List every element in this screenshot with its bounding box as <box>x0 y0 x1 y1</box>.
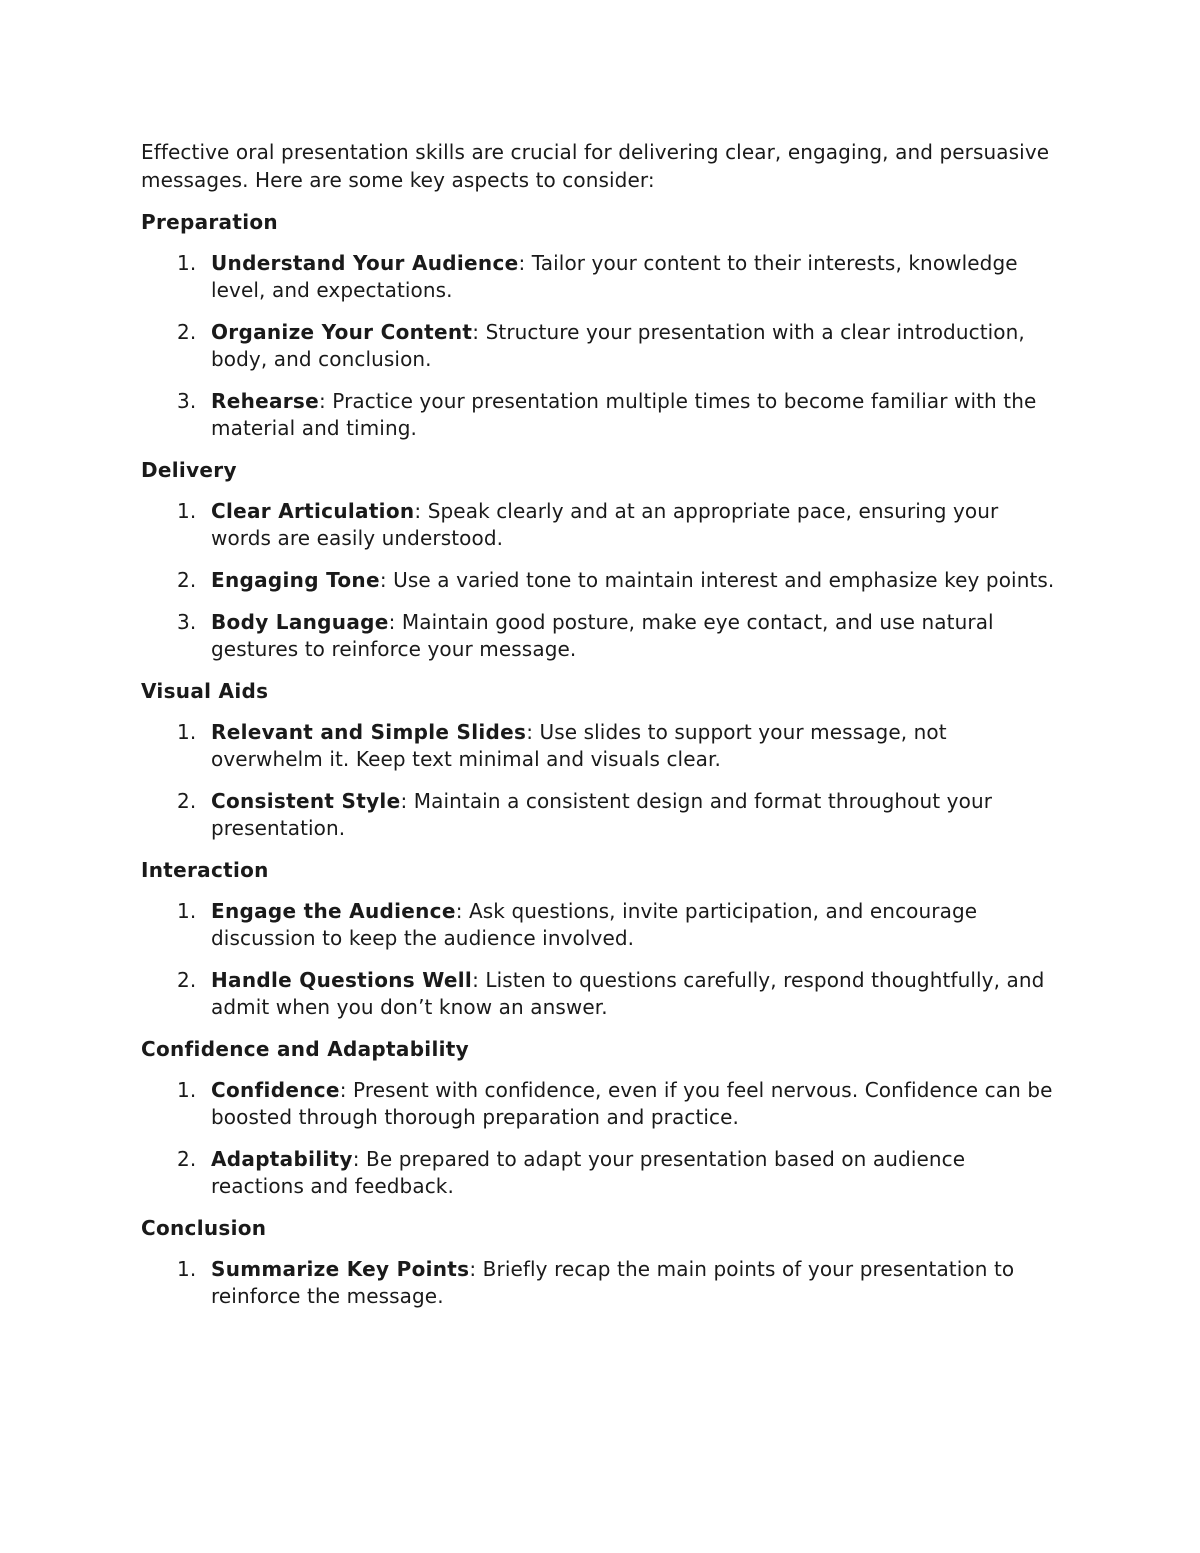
list-item-description: : Listen to questions carefully, respond thoughtfully, and admit when you don’t know an answer. <box>211 968 1045 1019</box>
section-heading: Interaction <box>141 858 269 882</box>
list-item-number: 3. <box>177 610 197 634</box>
list-item-number: 2. <box>177 320 197 344</box>
section-heading: Delivery <box>141 458 237 482</box>
list-item <box>141 609 1061 663</box>
list-item-term: Organize Your Content <box>211 320 473 344</box>
list-item-description: : Briefly recap the main points of your presentation to reinforce the message. <box>211 1257 1015 1308</box>
list-item-number: 1. <box>177 1257 197 1281</box>
intro-paragraph: Effective oral presentation skills are crucial for delivering clear, engaging, and persuasive messages. Here are some key aspects to consider: <box>141 140 1050 192</box>
list-item-number: 2. <box>177 568 197 592</box>
list-item-term: Understand Your Audience <box>211 251 519 275</box>
numbered-list <box>141 898 1061 1021</box>
list-item <box>141 898 1061 952</box>
list-item <box>141 1146 1061 1200</box>
section-heading: Conclusion <box>141 1216 267 1240</box>
list-item-number: 1. <box>177 251 197 275</box>
list-item <box>141 250 1061 304</box>
section-heading: Confidence and Adaptability <box>141 1037 469 1061</box>
list-item-number: 2. <box>177 1147 197 1171</box>
numbered-list <box>141 1256 1061 1310</box>
list-item <box>141 388 1061 442</box>
list-item-description: : Practice your presentation multiple times to become familiar with the material and timing. <box>211 389 1037 440</box>
section-heading: Preparation <box>141 210 278 234</box>
list-item-number: 1. <box>177 1078 197 1102</box>
list-item-term: Consistent Style <box>211 789 401 813</box>
list-item-term: Relevant and Simple Slides <box>211 720 527 744</box>
list-item-description: : Be prepared to adapt your presentation based on audience reactions and feedback. <box>211 1147 966 1198</box>
list-item-number: 2. <box>177 789 197 813</box>
list-item <box>141 1256 1061 1310</box>
list-item-term: Engage the Audience <box>211 899 456 923</box>
list-item-description: : Present with confidence, even if you feel nervous. Confidence can be boosted through thorough preparation and practice. <box>211 1078 1053 1129</box>
list-item-number: 1. <box>177 499 197 523</box>
list-item <box>141 567 1061 594</box>
list-item-description: : Structure your presentation with a clear introduction, body, and conclusion. <box>211 320 1025 371</box>
list-item-description: : Maintain good posture, make eye contact, and use natural gestures to reinforce your message. <box>211 610 994 661</box>
numbered-list <box>141 498 1061 663</box>
numbered-list <box>141 719 1061 842</box>
list-item <box>141 719 1061 773</box>
list-item-term: Clear Articulation <box>211 499 415 523</box>
list-item <box>141 967 1061 1021</box>
document-page <box>141 138 1061 1310</box>
sections-container <box>141 208 1061 1310</box>
list-item <box>141 498 1061 552</box>
list-item-number: 2. <box>177 968 197 992</box>
list-item-term: Engaging Tone <box>211 568 380 592</box>
section-heading: Visual Aids <box>141 679 269 703</box>
list-item-number: 1. <box>177 899 197 923</box>
list-item-description: : Speak clearly and at an appropriate pace, ensuring your words are easily understood. <box>211 499 999 550</box>
list-item-number: 3. <box>177 389 197 413</box>
list-item-term: Handle Questions Well <box>211 968 473 992</box>
list-item-term: Body Language <box>211 610 389 634</box>
list-item-term: Confidence <box>211 1078 340 1102</box>
list-item-description: : Use slides to support your message, not overwhelm it. Keep text minimal and visuals clear. <box>211 720 947 771</box>
list-item-term: Summarize Key Points <box>211 1257 470 1281</box>
list-item <box>141 788 1061 842</box>
list-item-number: 1. <box>177 720 197 744</box>
list-item <box>141 1077 1061 1131</box>
list-item-term: Adaptability <box>211 1147 353 1171</box>
list-item-description: : Maintain a consistent design and format throughout your presentation. <box>211 789 993 840</box>
list-item-description: : Use a varied tone to maintain interest and emphasize key points. <box>379 568 1055 592</box>
numbered-list <box>141 250 1061 442</box>
list-item-description: : Tailor your content to their interests, knowledge level, and expectations. <box>211 251 1018 302</box>
numbered-list <box>141 1077 1061 1200</box>
list-item-term: Rehearse <box>211 389 319 413</box>
list-item-description: : Ask questions, invite participation, and encourage discussion to keep the audience involved. <box>211 899 978 950</box>
list-item <box>141 319 1061 373</box>
